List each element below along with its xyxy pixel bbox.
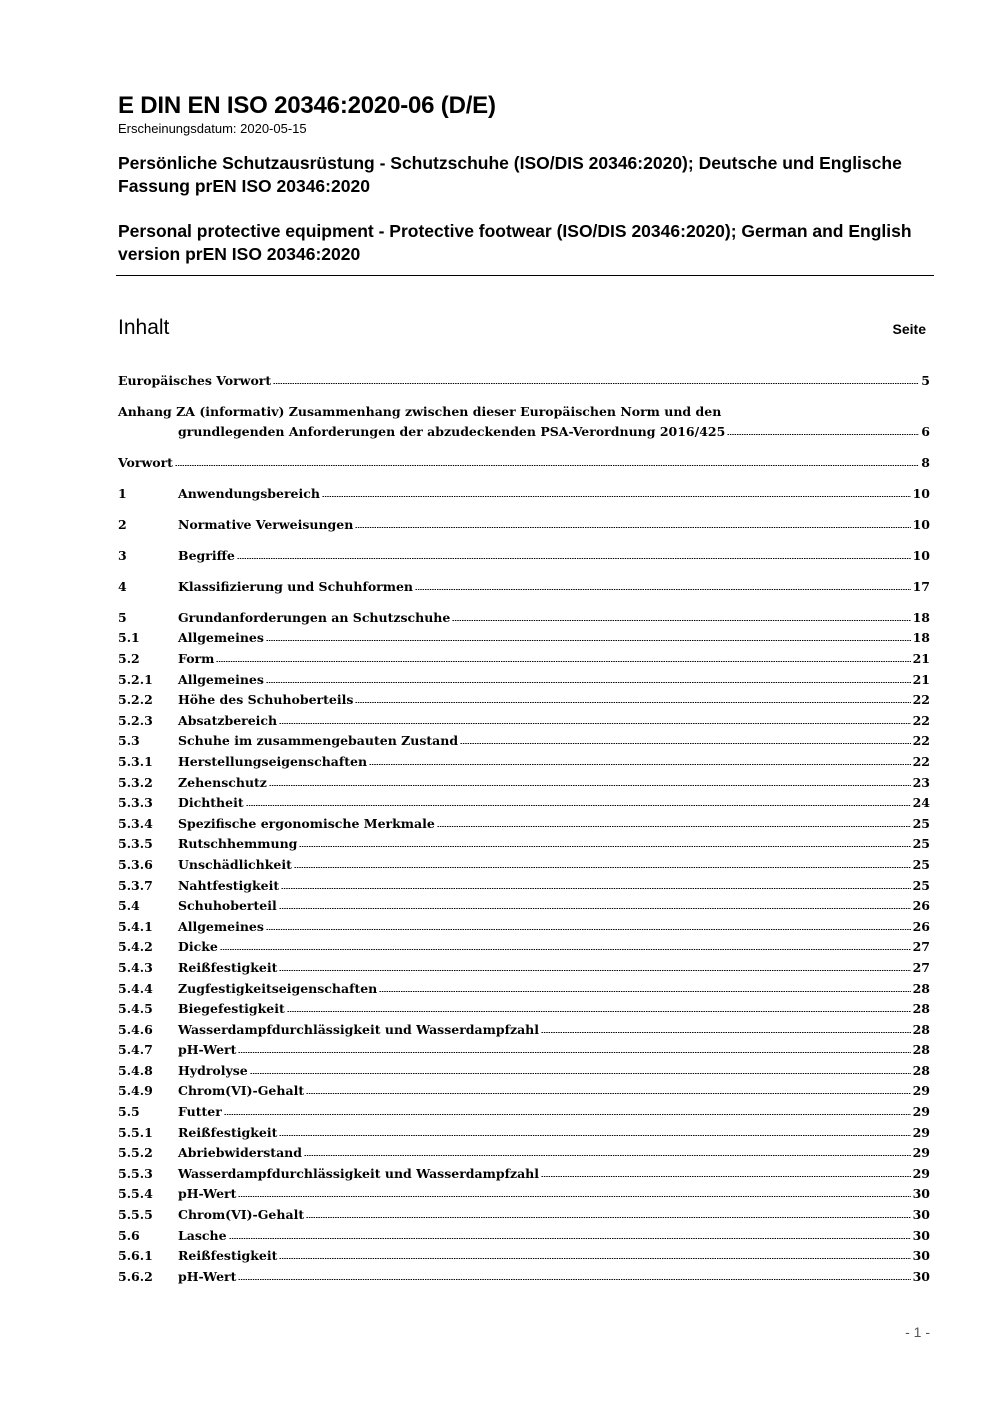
dot-leader bbox=[269, 782, 911, 788]
toc-entry-page: 5 bbox=[921, 373, 930, 388]
toc-entry-title: Absatzbereich bbox=[178, 712, 278, 728]
toc-entry-title: Futter bbox=[178, 1104, 222, 1120]
toc-entry-page: 29 bbox=[912, 1165, 930, 1181]
toc-entry[interactable] bbox=[118, 876, 930, 897]
document-title: E DIN EN ISO 20346:2020-06 (D/E) bbox=[118, 92, 496, 119]
toc-entry-number: 4 bbox=[118, 578, 127, 594]
dot-leader bbox=[541, 1029, 911, 1035]
toc-entry-number: 2 bbox=[118, 517, 127, 533]
toc-entry[interactable] bbox=[118, 670, 930, 691]
toc-entry-number: 5.2 bbox=[118, 651, 140, 667]
toc-entry-page: 21 bbox=[912, 651, 930, 667]
toc-entry-page: 10 bbox=[912, 517, 930, 533]
dot-leader bbox=[279, 1132, 910, 1138]
toc-entry[interactable] bbox=[118, 1226, 930, 1247]
dot-leader bbox=[266, 679, 911, 685]
dot-leader bbox=[238, 1049, 910, 1055]
toc-entry-number: 1 bbox=[118, 486, 127, 502]
toc-entry-number: 5.3.6 bbox=[118, 856, 153, 872]
toc-entry-title: Biegefestigkeit bbox=[178, 1001, 285, 1017]
toc-entry-number: 5.4.7 bbox=[118, 1042, 153, 1058]
toc-entry-page: 29 bbox=[912, 1083, 930, 1099]
toc-header bbox=[118, 313, 926, 343]
toc-entry-number: 5.5.3 bbox=[118, 1165, 153, 1181]
toc-entry-page: 26 bbox=[912, 898, 930, 914]
toc-entry-page: 21 bbox=[912, 671, 930, 687]
toc-entry[interactable] bbox=[118, 752, 930, 773]
dot-leader bbox=[287, 1008, 911, 1014]
toc-entry-page: 25 bbox=[912, 856, 930, 872]
toc-entry[interactable] bbox=[118, 896, 930, 917]
toc-entry-number: 3 bbox=[118, 548, 127, 564]
toc-entry-number: 5.2.3 bbox=[118, 712, 153, 728]
dot-leader bbox=[355, 524, 910, 530]
dot-leader bbox=[216, 658, 910, 664]
toc-entry-number: 5.3 bbox=[118, 733, 140, 749]
toc-entry-title: Herstellungseigenschaften bbox=[178, 753, 368, 769]
toc-entry[interactable] bbox=[118, 484, 930, 505]
dot-leader bbox=[460, 740, 911, 746]
toc-entry[interactable] bbox=[118, 979, 930, 1000]
toc-entry-title: Allgemeines bbox=[178, 630, 264, 646]
toc-entry-number: 5.6.2 bbox=[118, 1268, 153, 1284]
toc-entry[interactable] bbox=[118, 1020, 930, 1041]
toc-entry-number: 5.4.2 bbox=[118, 939, 153, 955]
toc-entry-number: 5.4.8 bbox=[118, 1062, 153, 1078]
document-header bbox=[118, 92, 934, 266]
toc-entry-title: Lasche bbox=[178, 1227, 227, 1243]
dot-leader bbox=[452, 617, 910, 623]
toc-entry[interactable] bbox=[118, 855, 930, 876]
toc-entry[interactable] bbox=[118, 1061, 930, 1082]
dot-leader bbox=[238, 1193, 910, 1199]
toc-entry-page: 28 bbox=[912, 1042, 930, 1058]
dot-leader bbox=[279, 905, 911, 911]
dot-leader bbox=[246, 802, 911, 808]
header-rule bbox=[116, 275, 934, 276]
toc-entry-number: 5.3.3 bbox=[118, 795, 153, 811]
dot-leader bbox=[294, 864, 911, 870]
toc-entry[interactable] bbox=[118, 1205, 930, 1226]
toc-entry-title: Hydrolyse bbox=[178, 1062, 248, 1078]
toc-entry-title: Anhang ZA (informativ) Zusammenhang zwischen dieser Europäischen Norm und den bbox=[118, 403, 722, 419]
toc-page-column-heading: Seite bbox=[892, 321, 926, 337]
dot-leader bbox=[541, 1173, 911, 1179]
dot-leader bbox=[415, 586, 911, 592]
toc-entry-number: 5 bbox=[118, 609, 127, 625]
toc-entry-number: 5.2.2 bbox=[118, 692, 153, 708]
toc-entry-page: 17 bbox=[912, 578, 930, 594]
toc-entry-page: 28 bbox=[912, 980, 930, 996]
dot-leader bbox=[437, 823, 911, 829]
toc-entry[interactable] bbox=[118, 546, 930, 567]
toc-entry-title-continued: grundlegenden Anforderungen der abzudeckenden PSA-Verordnung 2016/425 bbox=[178, 424, 726, 440]
toc-entry-annex-za[interactable] bbox=[118, 402, 930, 443]
toc-entry-page: 22 bbox=[912, 692, 930, 708]
dot-leader bbox=[238, 1276, 910, 1282]
toc-entry-page: 25 bbox=[912, 877, 930, 893]
toc-entry-page: 28 bbox=[912, 1021, 930, 1037]
toc-entry-title: Abriebwiderstand bbox=[178, 1145, 302, 1161]
toc-entry[interactable] bbox=[118, 690, 930, 711]
toc-entry-title: Rutschhemmung bbox=[178, 836, 298, 852]
toc-entry-number: 5.1 bbox=[118, 630, 140, 646]
toc-entry-page: 24 bbox=[912, 795, 930, 811]
toc-entry-title: pH-Wert bbox=[178, 1268, 237, 1284]
table-of-contents bbox=[118, 371, 930, 1287]
toc-entry[interactable] bbox=[118, 1102, 930, 1123]
toc-entry[interactable] bbox=[118, 711, 930, 732]
toc-entry-number: 5.5.5 bbox=[118, 1207, 153, 1223]
toc-entry-page: 26 bbox=[912, 918, 930, 934]
toc-entry-title: Reißfestigkeit bbox=[178, 1124, 278, 1140]
toc-entry-number: 5.3.7 bbox=[118, 877, 153, 893]
toc-entry[interactable] bbox=[118, 1081, 930, 1102]
toc-entry-page: 30 bbox=[912, 1186, 930, 1202]
toc-entry-page: 23 bbox=[912, 774, 930, 790]
toc-entry-title: Chrom(VI)-Gehalt bbox=[178, 1083, 305, 1099]
toc-entry-title: Dichtheit bbox=[178, 795, 244, 811]
title-english: Personal protective equipment - Protective footwear (ISO/DIS 20346:2020); German and English version prEN ISO 20346:2020 bbox=[118, 221, 912, 264]
dot-leader bbox=[266, 926, 911, 932]
toc-entry-page: 27 bbox=[912, 959, 930, 975]
toc-entry[interactable] bbox=[118, 577, 930, 598]
toc-entry[interactable] bbox=[118, 793, 930, 814]
toc-entry-title: Vorwort bbox=[118, 455, 173, 471]
toc-entry-page: 28 bbox=[912, 1062, 930, 1078]
toc-entry[interactable] bbox=[118, 515, 930, 536]
toc-entry-title: Allgemeines bbox=[178, 918, 264, 934]
toc-entry-title: Chrom(VI)-Gehalt bbox=[178, 1207, 305, 1223]
dot-leader bbox=[250, 1070, 911, 1076]
toc-entry-title: Zugfestigkeitseigenschaften bbox=[178, 980, 378, 996]
toc-entry-number: 5.5.4 bbox=[118, 1186, 153, 1202]
toc-entry-title: Form bbox=[178, 651, 215, 667]
title-german: Persönliche Schutzausrüstung - Schutzschuhe (ISO/DIS 20346:2020); Deutsche und Englische Fassung prEN ISO 20346:2020 bbox=[118, 153, 902, 196]
toc-entry-number: 5.4.3 bbox=[118, 959, 153, 975]
dot-leader bbox=[304, 1152, 911, 1158]
toc-entry-number: 5.4.4 bbox=[118, 980, 153, 996]
toc-entry-number: 5.4 bbox=[118, 898, 140, 914]
dot-leader bbox=[220, 946, 911, 952]
toc-entry-page: 22 bbox=[912, 733, 930, 749]
dot-leader bbox=[355, 699, 910, 705]
toc-entry-page: 25 bbox=[912, 815, 930, 831]
toc-entry-page: 6 bbox=[921, 424, 930, 440]
toc-entry-number: 5.6 bbox=[118, 1227, 140, 1243]
toc-entry-page: 29 bbox=[912, 1124, 930, 1140]
toc-entry-title: Anwendungsbereich bbox=[178, 486, 320, 502]
toc-entry[interactable] bbox=[118, 1184, 930, 1205]
toc-entry-title: Klassifizierung und Schuhformen bbox=[178, 578, 414, 594]
toc-entry-title: Wasserdampfdurchlässigkeit und Wasserdampfzahl bbox=[178, 1021, 540, 1037]
dot-leader bbox=[379, 988, 910, 994]
toc-entry-page: 22 bbox=[912, 753, 930, 769]
dot-leader bbox=[266, 637, 911, 643]
toc-entry-foreword[interactable] bbox=[118, 453, 930, 474]
toc-entry[interactable] bbox=[118, 1246, 930, 1267]
dot-leader bbox=[279, 967, 910, 973]
toc-entry-title: Höhe des Schuhoberteils bbox=[178, 692, 354, 708]
dot-leader bbox=[727, 431, 919, 437]
toc-entry-title: Schuhe im zusammengebauten Zustand bbox=[178, 733, 459, 749]
toc-entry[interactable] bbox=[118, 958, 930, 979]
dot-leader bbox=[175, 462, 919, 468]
toc-entry-number: 5.5.1 bbox=[118, 1124, 153, 1140]
toc-entry-page: 18 bbox=[912, 609, 930, 625]
toc-entry-page: 10 bbox=[912, 548, 930, 564]
publication-date: Erscheinungsdatum: 2020-05-15 bbox=[118, 121, 307, 136]
toc-entry[interactable] bbox=[118, 1123, 930, 1144]
dot-leader bbox=[273, 380, 919, 386]
toc-sections-list bbox=[118, 484, 930, 597]
toc-entry-number: 5.4.6 bbox=[118, 1021, 153, 1037]
page-number: - 1 - bbox=[905, 1324, 930, 1340]
toc-entry-page: 30 bbox=[912, 1248, 930, 1264]
toc-entry-number: 5.4.5 bbox=[118, 1001, 153, 1017]
toc-entry-page: 29 bbox=[912, 1145, 930, 1161]
toc-entry-title: Spezifische ergonomische Merkmale bbox=[178, 815, 435, 831]
toc-entry-title: Schuhoberteil bbox=[178, 898, 277, 914]
toc-entry[interactable] bbox=[118, 999, 930, 1020]
toc-entry-title: Grundanforderungen an Schutzschuhe bbox=[178, 609, 451, 625]
toc-entry-title: Reißfestigkeit bbox=[178, 1248, 278, 1264]
toc-entry-page: 30 bbox=[912, 1207, 930, 1223]
toc-entry-title: Europäisches Vorwort bbox=[118, 373, 272, 388]
toc-entry-page: 30 bbox=[912, 1227, 930, 1243]
dot-leader bbox=[369, 761, 911, 767]
toc-entry-number: 5.2.1 bbox=[118, 671, 153, 687]
dot-leader bbox=[279, 720, 910, 726]
toc-entry-number: 5.4.1 bbox=[118, 918, 153, 934]
toc-entry-title: Allgemeines bbox=[178, 671, 264, 687]
toc-entry-title: Begriffe bbox=[178, 548, 235, 564]
toc-entry-european-foreword[interactable] bbox=[118, 371, 930, 392]
toc-entry-page: 27 bbox=[912, 939, 930, 955]
toc-entry[interactable] bbox=[118, 1164, 930, 1185]
toc-entry-number: 5.5.2 bbox=[118, 1145, 153, 1161]
toc-entry-page: 25 bbox=[912, 836, 930, 852]
toc-entry-title: Unschädlichkeit bbox=[178, 856, 292, 872]
toc-entry[interactable] bbox=[118, 937, 930, 958]
toc-entry-page: 8 bbox=[921, 455, 930, 471]
toc-entry[interactable] bbox=[118, 834, 930, 855]
toc-entry-title: Reißfestigkeit bbox=[178, 959, 278, 975]
toc-entry-title: pH-Wert bbox=[178, 1186, 237, 1202]
toc-entry-number: 5.3.5 bbox=[118, 836, 153, 852]
toc-entry-number: 5.5 bbox=[118, 1104, 140, 1120]
toc-entry[interactable] bbox=[118, 917, 930, 938]
toc-entry-number: 5.3.4 bbox=[118, 815, 153, 831]
toc-entry[interactable] bbox=[118, 1267, 930, 1288]
toc-entry-title: pH-Wert bbox=[178, 1042, 237, 1058]
toc-entry[interactable] bbox=[118, 773, 930, 794]
toc-entry-page: 30 bbox=[912, 1268, 930, 1284]
toc-entry[interactable] bbox=[118, 814, 930, 835]
toc-heading: Inhalt bbox=[118, 316, 170, 339]
toc-entry[interactable] bbox=[118, 649, 930, 670]
dot-leader bbox=[224, 1111, 911, 1117]
toc-entry-page: 10 bbox=[912, 486, 930, 502]
toc-entry[interactable] bbox=[118, 628, 930, 649]
toc-entry-title: Wasserdampfdurchlässigkeit und Wasserdampfzahl bbox=[178, 1165, 540, 1181]
toc-chapter5-list bbox=[118, 608, 930, 1288]
dot-leader bbox=[306, 1214, 911, 1220]
dot-leader bbox=[322, 493, 911, 499]
toc-entry-title: Dicke bbox=[178, 939, 218, 955]
toc-entry-number: 5.6.1 bbox=[118, 1248, 153, 1264]
toc-entry-page: 28 bbox=[912, 1001, 930, 1017]
toc-entry-number: 5.3.2 bbox=[118, 774, 153, 790]
toc-entry-title: Normative Verweisungen bbox=[178, 517, 354, 533]
dot-leader bbox=[299, 843, 910, 849]
dot-leader bbox=[237, 555, 911, 561]
toc-entry-number: 5.3.1 bbox=[118, 753, 153, 769]
dot-leader bbox=[306, 1090, 911, 1096]
dot-leader bbox=[229, 1235, 911, 1241]
toc-entry-title: Zehenschutz bbox=[178, 774, 267, 790]
toc-entry-page: 18 bbox=[912, 630, 930, 646]
dot-leader bbox=[279, 1255, 910, 1261]
dot-leader bbox=[281, 885, 910, 891]
toc-entry[interactable] bbox=[118, 731, 930, 752]
toc-entry-page: 22 bbox=[912, 712, 930, 728]
toc-entry[interactable] bbox=[118, 1143, 930, 1164]
toc-entry-number: 5.4.9 bbox=[118, 1083, 153, 1099]
toc-entry[interactable] bbox=[118, 608, 930, 629]
toc-entry-page: 29 bbox=[912, 1104, 930, 1120]
toc-entry[interactable] bbox=[118, 1040, 930, 1061]
toc-entry-title: Nahtfestigkeit bbox=[178, 877, 280, 893]
